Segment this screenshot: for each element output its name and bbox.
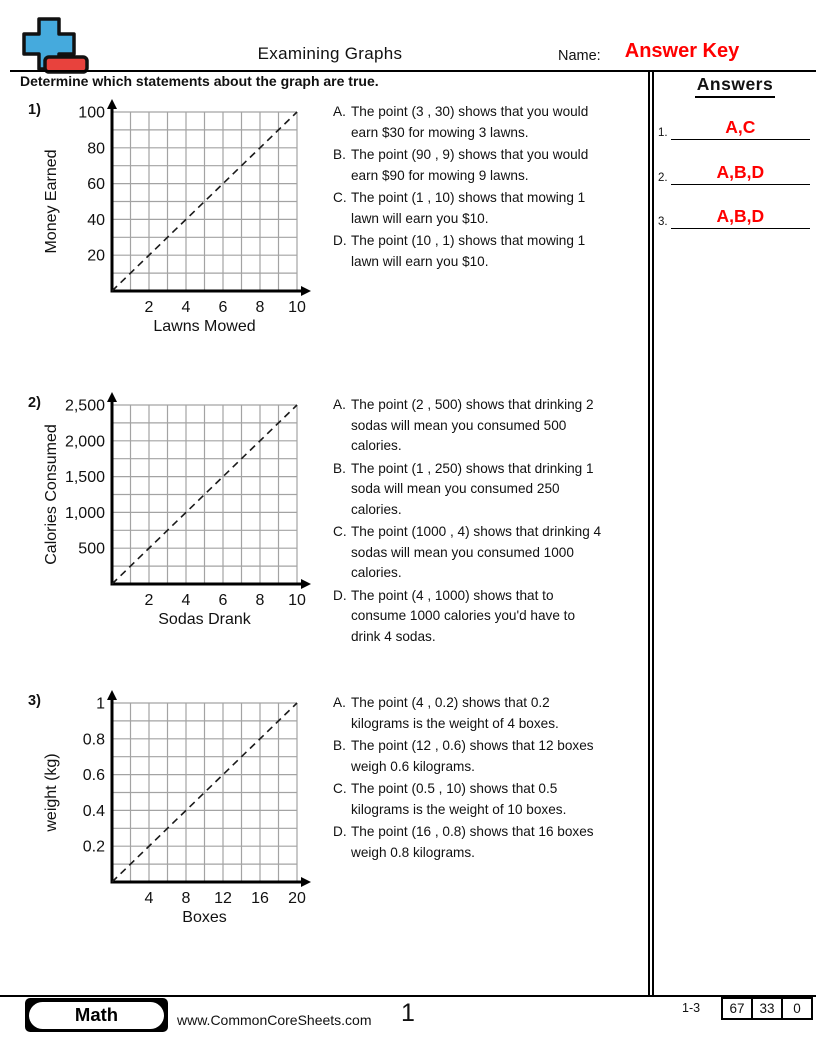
statement-line: calories. <box>351 501 402 517</box>
statement-line: The point (1 , 10) shows that mowing 1 <box>351 190 586 205</box>
svg-text:weight (kg): weight (kg) <box>43 753 60 832</box>
statement-label: C. <box>333 190 347 205</box>
statement-label: C. <box>333 524 347 539</box>
statement-label: D. <box>333 233 347 248</box>
statement-line: The point (2 , 500) shows that drinking 2 <box>351 397 594 412</box>
statement-line: lawn will earn you $10. <box>351 210 489 226</box>
svg-text:8: 8 <box>255 299 265 316</box>
answer-number: 2. <box>658 171 668 184</box>
statement-line: The point (1 , 250) shows that drinking 1 <box>351 460 594 476</box>
score-cell: 33 <box>751 999 781 1018</box>
svg-text:100: 100 <box>78 104 105 122</box>
line-chart <box>20 690 312 930</box>
statement <box>333 188 655 229</box>
answer-number: 3. <box>658 216 668 228</box>
svg-text:2,500: 2,500 <box>64 397 105 415</box>
svg-text:1,000: 1,000 <box>64 504 105 522</box>
svg-text:10: 10 <box>288 592 306 609</box>
statement-label: A. <box>333 104 346 119</box>
subject-badge <box>25 998 168 1032</box>
website-url: www.CommonCoreSheets.com <box>177 1012 372 1028</box>
problem-number: 3) <box>28 693 41 709</box>
statement-line: consume 1000 calories you'd have to <box>351 608 576 623</box>
answer-value: A,C <box>671 117 810 140</box>
statement-line: The point (3 , 30) shows that you would <box>351 104 589 119</box>
statement <box>333 145 655 186</box>
answer-row <box>658 162 810 185</box>
statement-label: A. <box>333 397 346 412</box>
score-cell: 0 <box>781 999 811 1018</box>
statement <box>333 586 655 648</box>
statement <box>333 102 655 143</box>
statement-label: C. <box>333 781 347 796</box>
statement-line: soda will mean you consumed 250 <box>351 481 560 496</box>
score-cell: 67 <box>729 1001 745 1016</box>
svg-text:20: 20 <box>87 247 105 265</box>
statement-list <box>333 395 655 649</box>
svg-text:6: 6 <box>218 299 228 316</box>
statement <box>333 459 655 521</box>
statement-line: kilograms is the weight of 10 boxes. <box>351 801 567 817</box>
statement-line: earn $30 for mowing 3 lawns. <box>351 124 529 140</box>
problem-number: 2) <box>28 395 41 411</box>
svg-text:8: 8 <box>181 890 191 907</box>
statement-list <box>333 693 655 865</box>
page-number: 1 <box>401 999 415 1027</box>
answer-number: 1. <box>658 127 668 139</box>
subject-badge-label: Math <box>29 1002 164 1029</box>
statement-label: D. <box>333 587 347 603</box>
statement <box>333 693 655 734</box>
line-chart <box>20 392 312 632</box>
chart-figure <box>20 99 312 339</box>
statement <box>333 779 655 820</box>
svg-text:80: 80 <box>87 140 105 158</box>
svg-text:10: 10 <box>288 299 306 316</box>
statement-label: B. <box>333 460 346 476</box>
instruction-text: Determine which statements about the graph are true. <box>20 73 379 89</box>
problem-range: 1-3 <box>682 1001 701 1015</box>
chart-figure <box>20 392 312 632</box>
statement <box>333 231 655 272</box>
statement-label: A. <box>333 695 346 710</box>
plus-minus-logo-icon <box>14 16 94 74</box>
statement-line: weigh 0.8 kilograms. <box>351 844 475 860</box>
statement-line: calories. <box>351 565 402 580</box>
statement-line: sodas will mean you consumed 500 <box>351 417 567 433</box>
problem-1 <box>20 99 648 354</box>
svg-text:Boxes: Boxes <box>182 909 227 926</box>
problem-number: 1) <box>28 102 41 118</box>
statement-list <box>333 102 655 274</box>
svg-text:40: 40 <box>87 211 105 229</box>
statement-line: calories. <box>351 438 402 453</box>
svg-text:4: 4 <box>181 592 191 609</box>
statement-line: sodas will mean you consumed 1000 <box>351 544 574 560</box>
svg-text:0.2: 0.2 <box>82 838 105 856</box>
svg-text:2: 2 <box>144 592 154 609</box>
statement-line: kilograms is the weight of 4 boxes. <box>351 715 559 731</box>
svg-text:0.4: 0.4 <box>82 802 105 820</box>
problem-2 <box>20 392 648 647</box>
chart-figure <box>20 690 312 930</box>
answer-row <box>658 117 810 140</box>
statement-line: The point (90 , 9) shows that you would <box>351 147 589 162</box>
svg-text:12: 12 <box>214 890 232 907</box>
svg-text:0.8: 0.8 <box>82 731 105 749</box>
name-label: Name: <box>558 48 601 64</box>
svg-text:Calories Consumed: Calories Consumed <box>43 424 60 565</box>
statement-line: The point (10 , 1) shows that mowing 1 <box>351 233 586 248</box>
svg-text:Lawns Mowed: Lawns Mowed <box>153 318 256 335</box>
statement-line: The point (0.5 , 10) shows that 0.5 <box>351 781 558 796</box>
worksheet-title: Examining Graphs <box>257 44 403 63</box>
svg-text:6: 6 <box>218 592 228 609</box>
problem-3 <box>20 690 648 945</box>
svg-text:Sodas Drank: Sodas Drank <box>158 611 251 628</box>
svg-text:Money Earned: Money Earned <box>43 149 60 254</box>
statement <box>333 822 655 863</box>
answer-value: A,B,D <box>671 206 810 229</box>
statement-line: The point (1000 , 4) shows that drinking 4 <box>351 524 602 539</box>
name-value: Answer Key <box>624 40 740 62</box>
svg-text:500: 500 <box>78 540 105 558</box>
statement-line: The point (16 , 0.8) shows that 16 boxes <box>351 824 594 839</box>
svg-text:2: 2 <box>144 299 154 316</box>
statement-line: weigh 0.6 kilograms. <box>351 758 475 774</box>
answers-title: Answers <box>654 74 816 98</box>
statement-line: lawn will earn you $10. <box>351 253 489 269</box>
statement-line: The point (12 , 0.6) shows that 12 boxes <box>351 738 594 753</box>
svg-text:4: 4 <box>144 890 154 907</box>
answer-row <box>658 206 810 229</box>
statement-label: D. <box>333 824 347 839</box>
svg-text:0.6: 0.6 <box>82 767 105 785</box>
svg-text:2,000: 2,000 <box>64 433 105 451</box>
statement <box>333 522 655 584</box>
answer-value: A,B,D <box>671 162 810 185</box>
svg-text:1: 1 <box>96 695 105 713</box>
statement <box>333 395 655 457</box>
statement-line: earn $90 for mowing 9 lawns. <box>351 167 529 183</box>
answers-panel <box>654 70 816 995</box>
svg-text:8: 8 <box>255 592 265 609</box>
statement-label: B. <box>333 147 346 162</box>
statement-line: The point (4 , 0.2) shows that 0.2 <box>351 695 550 710</box>
svg-text:20: 20 <box>288 890 306 907</box>
footer-rule <box>0 995 816 997</box>
svg-text:1,500: 1,500 <box>64 469 105 487</box>
statement-line: drink 4 sodas. <box>351 628 436 644</box>
score-table <box>721 997 813 1020</box>
statement <box>333 736 655 777</box>
line-chart <box>20 99 312 339</box>
statement-line: The point (4 , 1000) shows that to <box>351 587 554 603</box>
statement-label: B. <box>333 738 346 753</box>
svg-text:16: 16 <box>251 890 269 907</box>
svg-text:60: 60 <box>87 176 105 194</box>
svg-text:4: 4 <box>181 299 191 316</box>
